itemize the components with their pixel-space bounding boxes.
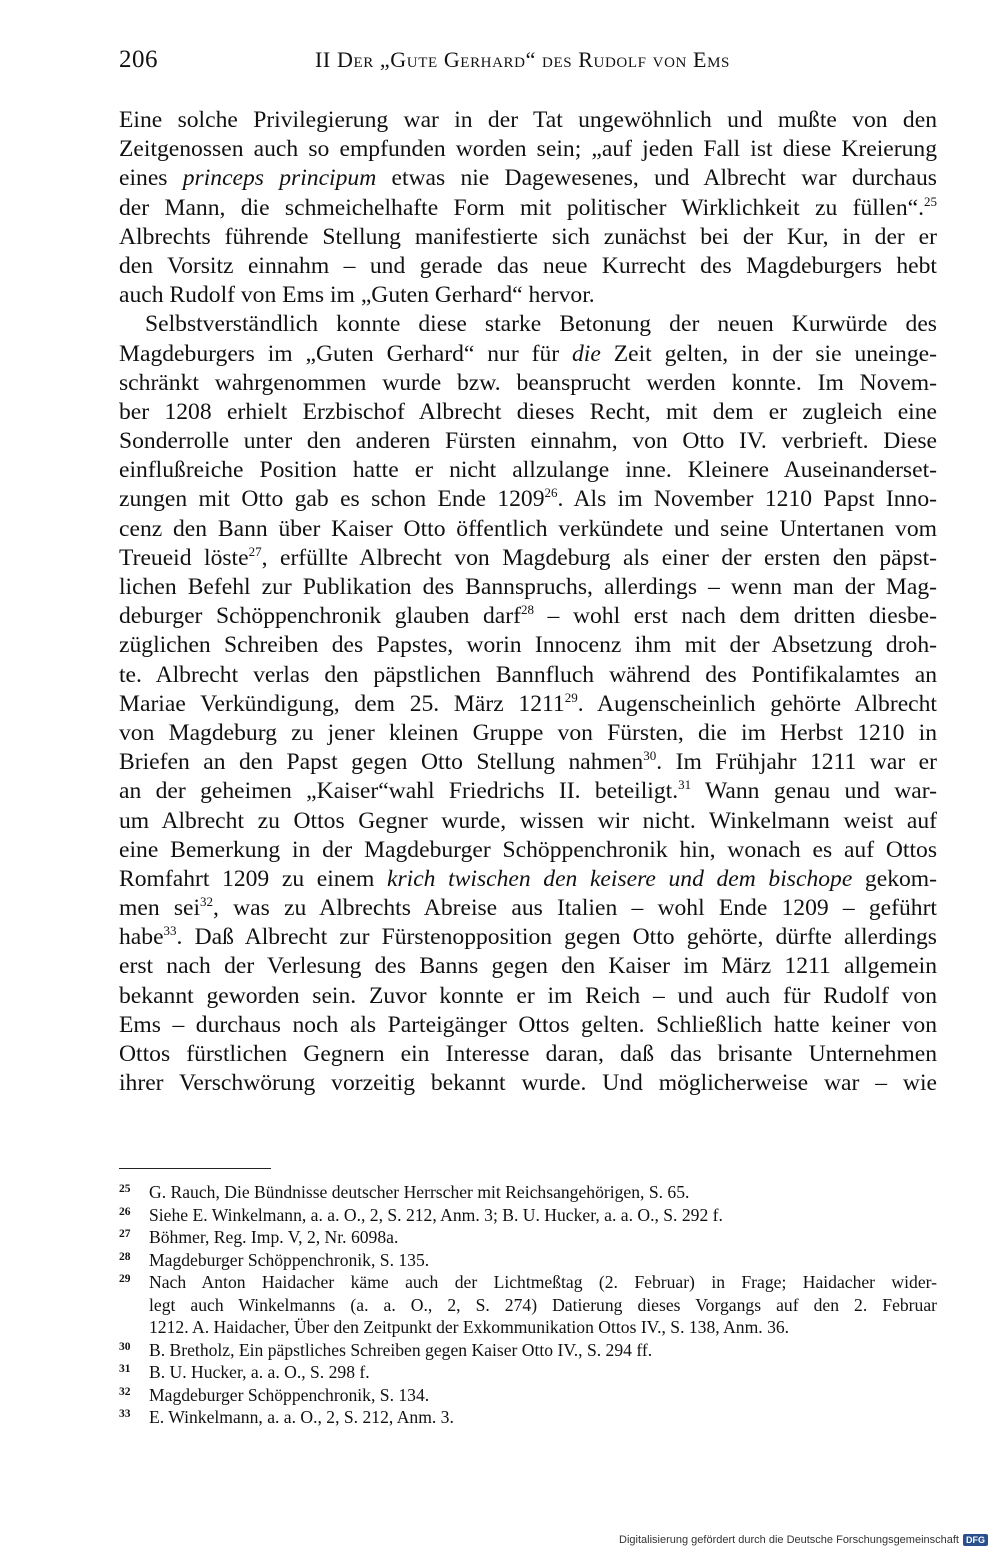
digitization-text: Digitalisierung gefördert durch die Deutsche Forschungsgemeinschaft	[619, 1534, 959, 1546]
text-line: Treueid löste$^{27}$, erfüllte Albrecht von Magdeburg als einer der ersten den päpst-	[119, 543, 937, 571]
text-line: ber 1208 erhielt Erzbischof Albrecht dieses Recht, mit dem er zugleich eine	[119, 398, 937, 425]
text-line: men sei$^{32}$, was zu Albrechts Abreise aus Italien – wohl Ende 1209 – geführt	[119, 894, 937, 922]
footnote-text: Magdeburger Schöppenchronik, S. 134.	[149, 1384, 430, 1405]
footnote-text: Magdeburger Schöppenchronik, S. 135.	[149, 1249, 430, 1270]
running-title: II Der „Gute Gerhard“ des Rudolf von Ems	[315, 47, 730, 72]
footnote	[119, 1271, 937, 1339]
text-line: deburger Schöppenchronik glauben darf$^{28}$ – wohl erst nach dem dritten diesbe-	[119, 602, 937, 630]
text-line: Mariae Verkündigung, dem 25. März 1211$^{29}$. Augenscheinlich gehörte Albrecht	[119, 689, 937, 717]
text-line: züglichen Schreiben des Papstes, worin Innocenz ihm mit der Absetzung droh-	[119, 632, 937, 659]
footnote-text: Siehe E. Winkelmann, a. a. O., 2, S. 212, Anm. 3; B. U. Hucker, a. a. O., S. 292 f.	[149, 1204, 723, 1225]
footnote-number: 25	[119, 1183, 131, 1195]
footnote	[119, 1361, 937, 1384]
text-line: te. Albrecht verlas den päpstlichen Bannfluch während des Pontifikalamtes an	[119, 661, 937, 688]
text-line: von Magdeburg zu jener kleinen Gruppe von Fürsten, die im Herbst 1210 in	[119, 719, 937, 746]
text-line: eine Bemerkung in der Magdeburger Schöppenchronik hin, wonach es auf Ottos	[119, 836, 937, 863]
footnote-text: 1212. A. Haidacher, Über den Zeitpunkt der Exkommunikation Ottos IV., S. 138, Anm. 36.	[149, 1317, 790, 1337]
text-line: Eine solche Privilegierung war in der Tat ungewöhnlich und mußte von den	[119, 107, 937, 133]
footnote-text: B. U. Hucker, a. a. O., S. 298 f.	[149, 1362, 370, 1382]
page-header	[119, 46, 937, 80]
text-line: auch Rudolf von Ems im „Guten Gerhard“ hervor.	[119, 282, 595, 309]
text-line: erst nach der Verlesung des Banns gegen den Kaiser im März 1211 allgemein	[119, 953, 937, 980]
text-line: habe$^{33}$. Daß Albrecht zur Fürstenopposition gegen Otto gehörte, dürfte allerdings	[119, 923, 937, 951]
text-line: cenz den Bann über Kaiser Otto öffentlich verkündete und seine Untertanen vom	[119, 515, 937, 542]
footnote-separator	[119, 1168, 271, 1169]
footnote-number: 30	[119, 1340, 131, 1353]
footnote-number: 31	[119, 1363, 131, 1375]
footnotes	[119, 1181, 937, 1429]
footnote-text: legt auch Winkelmanns (a. a. O., 2, S. 274) Datierung dieses Vorgangs auf den 2. Februar	[149, 1294, 937, 1315]
dfg-logo: DFG	[963, 1534, 988, 1546]
footnote-number: 33	[119, 1408, 131, 1420]
footnote-number: 29	[119, 1273, 131, 1285]
text-line: einflußreiche Position hatte er nicht allzulange inne. Kleinere Auseinanderset-	[119, 457, 937, 484]
text-line: ihrer Verschwörung vorzeitig bekannt wurde. Und möglicherweise war – wie	[119, 1070, 937, 1097]
text-line: Sonderrolle unter den anderen Fürsten einnahm, von Otto IV. verbrieft. Diese	[119, 428, 937, 455]
text-line: Ems – durchaus noch als Parteigänger Ottos gelten. Schließlich hatte keiner von	[119, 1011, 937, 1038]
text-line: Magdeburgers im „Guten Gerhard“ nur für die Zeit gelten, in der sie uneinge-	[119, 340, 937, 367]
text-line: um Albrecht zu Ottos Gegner wurde, wissen wir nicht. Winkelmann weist auf	[119, 807, 937, 834]
footnote-number: 28	[119, 1250, 131, 1263]
digitization-notice	[619, 1534, 988, 1546]
footnote-number: 27	[119, 1228, 131, 1240]
footnote	[119, 1249, 937, 1272]
text-line: den Vorsitz einnahm – und gerade das neue Kurrecht des Magdeburgers hebt	[119, 252, 937, 279]
footnote-text: E. Winkelmann, a. a. O., 2, S. 212, Anm. 3.	[149, 1407, 454, 1427]
page-number: 206	[119, 46, 158, 73]
text-line: lichen Befehl zur Publikation des Bannspruchs, allerdings – wenn man der Mag-	[119, 574, 937, 600]
text-line: zungen mit Otto gab es schon Ende 1209$^{26}$. Als im November 1210 Papst Inno-	[119, 485, 937, 513]
text-line: der Mann, die schmeichelhafte Form mit politischer Wirklichkeit zu füllen“.$^{25}$	[119, 193, 937, 221]
text-line: an der geheimen „Kaiser“wahl Friedrichs II. beteiligt.$^{31}$ Wann genau und war-	[119, 777, 937, 805]
footnote	[119, 1204, 937, 1227]
footnote	[119, 1181, 937, 1204]
text-line: schränkt wahrgenommen wurde bzw. beansprucht werden konnte. Im Novem-	[119, 369, 937, 396]
text-line: Selbstverständlich konnte diese starke Betonung der neuen Kurwürde des	[145, 311, 937, 338]
text-line: eines princeps principum etwas nie Dagewesenes, und Albrecht war durchaus	[119, 165, 937, 192]
footnote-number: 26	[119, 1205, 131, 1218]
footnote	[119, 1339, 937, 1362]
footnote-text: G. Rauch, Die Bündnisse deutscher Herrscher mit Reichsangehörigen, S. 65.	[149, 1182, 690, 1202]
footnote	[119, 1406, 937, 1429]
text-line: bekannt geworden sein. Zuvor konnte er im Reich – und auch für Rudolf von	[119, 982, 937, 1009]
text-line: Romfahrt 1209 zu einem krich twischen den keisere und dem bischope gekom-	[119, 865, 937, 892]
footnote	[119, 1226, 937, 1249]
footnote-text: B. Bretholz, Ein päpstliches Schreiben gegen Kaiser Otto IV., S. 294 ff.	[149, 1339, 653, 1360]
footnote	[119, 1384, 937, 1407]
footnote-text: Nach Anton Haidacher käme auch der Lichtmeßtag (2. Februar) in Frage; Haidacher wider-	[149, 1272, 937, 1292]
footnote-text: Böhmer, Reg. Imp. V, 2, Nr. 6098a.	[149, 1227, 399, 1247]
body-text	[119, 106, 937, 1098]
footnote-number: 32	[119, 1385, 131, 1398]
text-line: Briefen an den Papst gegen Otto Stellung nahmen$^{30}$. Im Frühjahr 1211 war er	[119, 748, 937, 776]
text-line: Albrechts führende Stellung manifestierte sich zunächst bei der Kur, in der er	[119, 223, 937, 250]
text-line: Ottos fürstlichen Gegnern ein Interesse daran, daß das brisante Unternehmen	[119, 1041, 937, 1067]
text-line: Zeitgenossen auch so empfunden worden sein; „auf jeden Fall ist diese Kreierung	[119, 136, 937, 163]
